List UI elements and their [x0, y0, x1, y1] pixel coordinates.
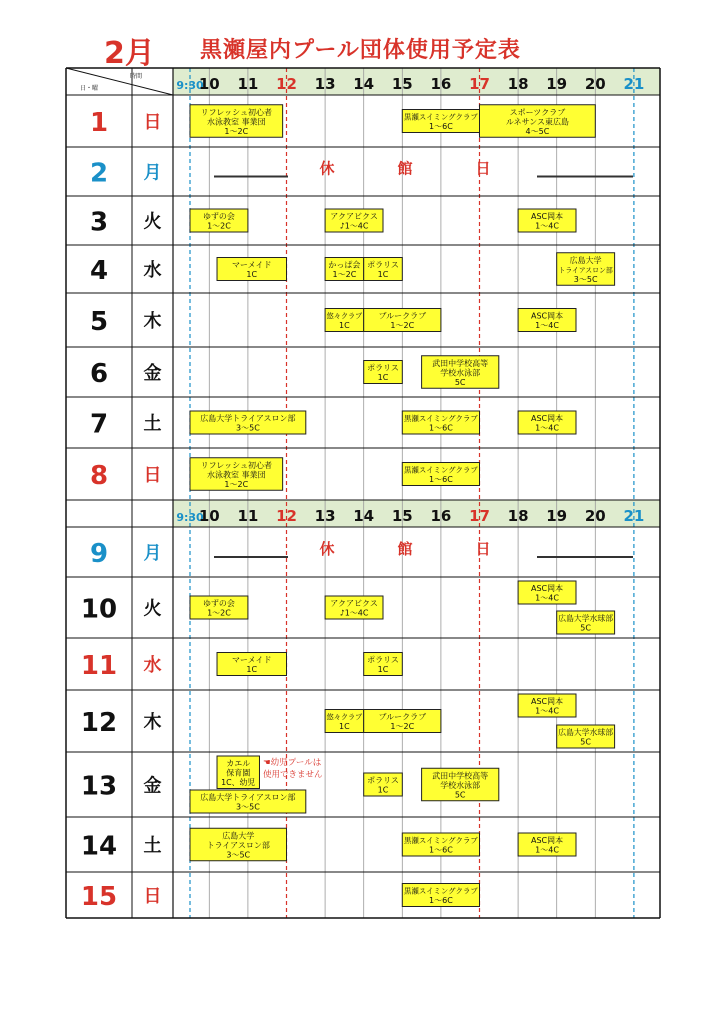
- corner-label-time: 時間: [130, 73, 143, 80]
- schedule-block: [402, 463, 479, 486]
- block-text: ポラリス: [367, 260, 399, 270]
- header2-hour-label: 21: [623, 507, 645, 525]
- block-text: ポラリス: [367, 776, 399, 785]
- block-text: 水泳教室 事業団: [207, 117, 266, 127]
- block-text: 1C: [339, 722, 350, 731]
- header2-hour-label: 13: [314, 507, 336, 525]
- day-number: 15: [80, 882, 118, 912]
- block-text: 1～2C: [207, 608, 231, 618]
- header2-hour-label: 14: [353, 507, 375, 525]
- block-text: アクアビクス: [330, 599, 378, 608]
- block-text: 1～2C: [332, 270, 357, 279]
- schedule-block: [325, 309, 364, 332]
- header1-hour-label: 14: [353, 75, 375, 93]
- day-row-14: [81, 828, 576, 861]
- block-text: 武田中学校高等: [432, 358, 489, 368]
- block-text: 3～5C: [236, 802, 260, 812]
- block-text: 広島大学トライアスロン部: [200, 414, 296, 423]
- schedule-block: [402, 884, 479, 907]
- header2-hour-label: 17: [469, 507, 490, 525]
- day-number: 13: [80, 771, 118, 802]
- block-text: ASC岡本: [530, 697, 564, 706]
- block-text: 1～4C: [535, 221, 559, 231]
- block-text: 4～5C: [525, 126, 550, 136]
- day-number: 14: [80, 831, 118, 862]
- block-text: ASC岡本: [530, 584, 564, 593]
- block-text: 1C: [377, 785, 389, 795]
- day-number: 3: [89, 207, 109, 238]
- day-number: 9: [89, 539, 109, 569]
- block-text: スポーツクラブ: [509, 107, 566, 117]
- schedule-block: [480, 105, 596, 138]
- closed-label: 日: [475, 540, 491, 558]
- block-text: ASC岡本: [530, 212, 564, 221]
- schedule-block: [518, 209, 576, 232]
- day-number: 7: [89, 409, 109, 440]
- block-text: マーメイド: [232, 655, 272, 665]
- weekday-label: 土: [143, 835, 162, 857]
- block-text: 学校水泳部: [440, 368, 481, 378]
- weekday-label: 木: [143, 311, 162, 332]
- schedule-block: [364, 710, 441, 733]
- day-row-9: [90, 539, 633, 569]
- block-text: 武田中学校高等: [432, 771, 489, 781]
- schedule-block: [557, 253, 615, 286]
- block-text: 5C: [580, 737, 591, 747]
- header1-hour-label: 21: [623, 75, 645, 93]
- block-text: 学校水泳部: [440, 780, 481, 790]
- schedule-block: [364, 653, 403, 676]
- block-text: ASC岡本: [530, 414, 564, 423]
- block-text: 広島大学: [569, 255, 602, 265]
- schedule-block: [518, 309, 576, 332]
- header1-hour-label: 16: [430, 75, 452, 93]
- header2-hour-label: 10: [198, 507, 220, 525]
- block-text: 3～5C: [226, 850, 251, 860]
- block-text: 1～2C: [390, 722, 415, 731]
- day-number: 2: [89, 158, 109, 189]
- day-row-3: [90, 208, 576, 238]
- closed-label: 日: [475, 159, 491, 178]
- month-title: 2月: [104, 36, 155, 71]
- schedule-block: [364, 361, 403, 384]
- block-text: アクアビクス: [330, 212, 378, 221]
- schedule-block: [364, 773, 403, 796]
- block-text: 広島大学水球部: [558, 614, 614, 623]
- day-row-10: [81, 581, 615, 634]
- block-text: リフレッシュ初心者: [200, 460, 273, 470]
- block-text: マーメイド: [232, 260, 272, 270]
- block-text: 黒瀬スイミングクラブ: [404, 836, 478, 845]
- block-text: ポラリス: [367, 655, 399, 665]
- block-text: ブルークラブ: [378, 311, 427, 321]
- weekday-label: 金: [143, 775, 162, 797]
- header2-hour-label: 12: [276, 507, 297, 525]
- header2-hour-label: 11: [237, 507, 259, 525]
- schedule-block: [217, 756, 259, 789]
- block-text: 保育園: [226, 768, 251, 778]
- weekday-label: 火: [143, 598, 162, 620]
- weekday-label: 火: [143, 211, 162, 233]
- block-text: リフレッシュ初心者: [200, 107, 273, 117]
- day-row-15: [81, 882, 480, 912]
- day-row-11: [81, 651, 402, 681]
- header2-hour-label: 19: [546, 507, 568, 525]
- day-row-1: [90, 105, 595, 138]
- schedule-block: [364, 258, 403, 281]
- header1-hour-label: 15: [391, 75, 413, 93]
- day-row-13: [81, 756, 499, 813]
- schedule-block: [325, 258, 364, 281]
- closed-label: 休: [319, 159, 335, 178]
- schedule-block: [325, 710, 364, 733]
- block-text: 1C、幼児: [221, 778, 256, 787]
- header1-hour-label: 12: [276, 75, 297, 93]
- block-text: 1～6C: [429, 475, 453, 484]
- block-text: 3～5C: [236, 423, 260, 433]
- header1-hour-label: 11: [237, 75, 259, 93]
- header1-hour-label: 19: [546, 75, 568, 93]
- block-text: ♪1～4C: [339, 608, 369, 618]
- weekday-label: 日: [143, 465, 162, 486]
- block-text: 1C: [377, 270, 389, 279]
- block-text: 1C: [377, 373, 389, 382]
- note-text: ☚幼児プールは: [263, 758, 322, 768]
- header1-hour-label: 20: [584, 75, 606, 93]
- day-row-4: [90, 253, 615, 286]
- schedule-block: [325, 596, 383, 619]
- block-text: 広島大学トライアスロン部: [200, 793, 296, 802]
- day-row-7: [90, 410, 576, 440]
- closed-label: 休: [319, 540, 335, 558]
- block-text: 5C: [580, 623, 591, 633]
- weekday-label: 金: [143, 363, 162, 384]
- block-text: 1～2C: [224, 479, 249, 489]
- day-number: 10: [80, 594, 118, 625]
- schedule-block: [422, 768, 499, 801]
- header1-hour-label: 18: [507, 75, 529, 93]
- header1-hour-label: 17: [469, 75, 490, 93]
- day-number: 8: [89, 461, 109, 491]
- block-text: トライアスロン部: [558, 266, 613, 275]
- header1-hour-label: 9:30: [176, 79, 204, 92]
- header1-hour-label: 13: [314, 75, 336, 93]
- day-number: 11: [80, 651, 118, 681]
- corner-label-day: 日・曜: [80, 85, 99, 92]
- schedule-block: [518, 411, 576, 434]
- schedule-block: [364, 309, 441, 332]
- weekday-label: 月: [143, 543, 162, 564]
- block-text: 5C: [454, 377, 466, 387]
- schedule-block: [518, 833, 576, 856]
- block-text: ASC岡本: [530, 836, 564, 845]
- block-text: ブルークラブ: [378, 712, 427, 722]
- block-text: 1～4C: [535, 593, 559, 603]
- weekday-label: 土: [143, 413, 162, 435]
- day-row-5: [90, 307, 576, 337]
- day-row-6: [90, 356, 499, 389]
- block-text: 水泳教室 事業団: [207, 470, 266, 480]
- schedule-block: [402, 411, 479, 434]
- schedule-block: [217, 653, 286, 676]
- block-text: 1C: [246, 665, 258, 674]
- block-text: ルネサンス東広島: [505, 117, 569, 127]
- schedule-block: [190, 458, 283, 491]
- block-text: 1～2C: [390, 321, 415, 330]
- day-number: 6: [89, 359, 109, 389]
- block-text: 1C: [339, 321, 350, 330]
- weekday-label: 水: [143, 655, 162, 676]
- day-row-12: [81, 694, 615, 748]
- block-text: ポラリス: [367, 363, 399, 373]
- block-text: ASC岡本: [530, 311, 564, 321]
- page-title: 黒瀬屋内プール団体使用予定表: [200, 38, 521, 63]
- block-text: 黒瀬スイミングクラブ: [404, 112, 478, 122]
- schedule-block: [190, 790, 306, 813]
- block-text: 1～6C: [429, 423, 453, 433]
- header2-hour-label: 18: [507, 507, 529, 525]
- block-text: 3～5C: [573, 274, 598, 284]
- day-row-2: [90, 159, 633, 189]
- closed-label: 館: [397, 540, 413, 558]
- block-text: 1～2C: [207, 221, 231, 231]
- block-text: 1～6C: [429, 896, 453, 905]
- schedule-block: [402, 833, 479, 856]
- block-text: ♪1～4C: [339, 221, 369, 231]
- schedule-block: [190, 596, 248, 619]
- schedule-block: [190, 411, 306, 434]
- block-text: 1～4C: [535, 321, 559, 330]
- note-text: 使用できません: [263, 770, 323, 780]
- schedule-block: [422, 356, 499, 389]
- day-number: 5: [89, 307, 109, 337]
- day-number: 1: [89, 108, 109, 138]
- block-text: 5C: [454, 790, 466, 800]
- block-text: 悠々クラブ: [326, 712, 363, 722]
- weekday-label: 木: [143, 712, 162, 733]
- block-text: トライアスロン部: [206, 840, 270, 850]
- block-text: 1～2C: [224, 126, 249, 136]
- block-text: 黒瀬スイミングクラブ: [404, 465, 478, 475]
- header2-hour-label: 20: [584, 507, 606, 525]
- weekday-label: 日: [143, 886, 162, 907]
- schedule-block: [402, 110, 479, 133]
- weekday-label: 日: [143, 112, 162, 133]
- block-text: 1C: [246, 270, 258, 279]
- schedule-block: [518, 694, 576, 717]
- block-text: ゆずの会: [202, 599, 235, 608]
- block-text: 広島大学水球部: [558, 728, 614, 737]
- schedule-block: [557, 725, 615, 748]
- header1-hour-label: 10: [198, 75, 220, 93]
- closed-label: 館: [397, 159, 413, 178]
- block-text: 1～4C: [535, 423, 559, 433]
- schedule-block: [217, 258, 286, 281]
- schedule-block: [190, 828, 287, 861]
- day-row-8: [90, 458, 480, 491]
- block-text: 1C: [377, 665, 389, 674]
- block-text: かっぱ会: [328, 260, 361, 270]
- block-text: 1～4C: [535, 706, 559, 716]
- header2-hour-label: 9:30: [176, 511, 204, 524]
- block-text: 1～6C: [429, 122, 453, 131]
- block-text: 黒瀬スイミングクラブ: [404, 414, 478, 423]
- day-number: 4: [89, 256, 109, 286]
- header2-hour-label: 16: [430, 507, 452, 525]
- block-text: 広島大学: [222, 831, 255, 841]
- schedule-block: [190, 209, 248, 232]
- schedule-block: [190, 105, 283, 138]
- weekday-label: 月: [143, 162, 162, 184]
- schedule-block: [557, 611, 615, 634]
- block-text: 悠々クラブ: [326, 311, 363, 321]
- block-text: カエル: [226, 759, 251, 768]
- schedule-block: [518, 581, 576, 604]
- schedule-block: [325, 209, 383, 232]
- block-text: 1～6C: [429, 845, 453, 855]
- day-number: 12: [80, 708, 118, 738]
- block-text: 1～4C: [535, 845, 559, 855]
- block-text: ゆずの会: [202, 212, 235, 221]
- header2-hour-label: 15: [391, 507, 413, 525]
- weekday-label: 水: [143, 260, 162, 281]
- block-text: 黒瀬スイミングクラブ: [404, 886, 478, 896]
